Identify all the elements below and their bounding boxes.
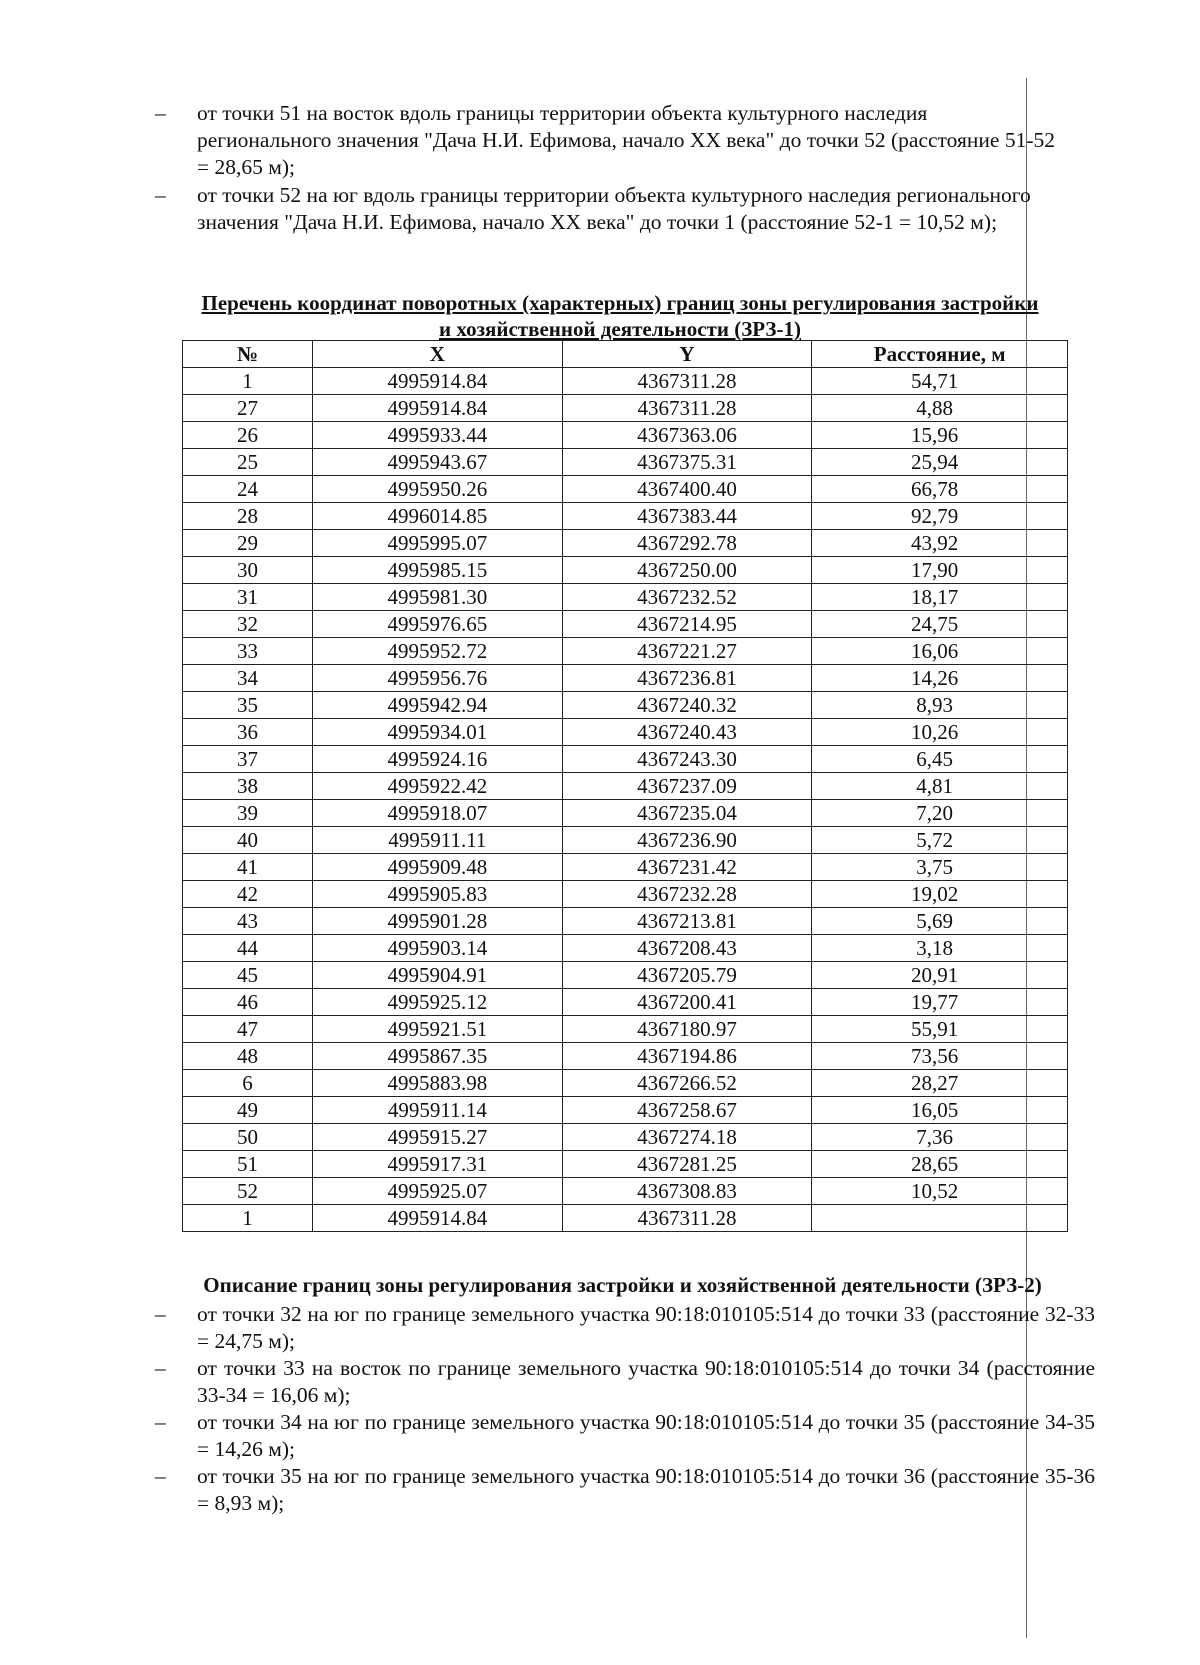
cell-x: 4995976.65 bbox=[313, 611, 563, 638]
cell-number: 49 bbox=[183, 1097, 313, 1124]
cell-distance: 3,75 bbox=[812, 854, 1068, 881]
cell-distance: 55,91 bbox=[812, 1016, 1068, 1043]
cell-distance: 43,92 bbox=[812, 530, 1068, 557]
coordinates-table bbox=[182, 340, 1068, 1232]
table-body bbox=[183, 368, 1068, 1232]
cell-x: 4995934.01 bbox=[313, 719, 563, 746]
header-y: Y bbox=[562, 341, 812, 368]
cell-x: 4995924.16 bbox=[313, 746, 563, 773]
cell-distance: 19,77 bbox=[812, 989, 1068, 1016]
header-distance: Расстояние, м bbox=[812, 341, 1068, 368]
cell-y: 4367363.06 bbox=[562, 422, 812, 449]
list-item: – от точки 32 на юг по границе земельного участка 90:18:010105:514 до точки 33 (расстояние 32-33 = 24,75 м); bbox=[155, 1301, 1095, 1355]
cell-y: 4367258.67 bbox=[562, 1097, 812, 1124]
table-row bbox=[183, 449, 1068, 476]
cell-y: 4367236.90 bbox=[562, 827, 812, 854]
cell-distance: 16,05 bbox=[812, 1097, 1068, 1124]
table-row bbox=[183, 854, 1068, 881]
cell-y: 4367232.28 bbox=[562, 881, 812, 908]
cell-x: 4995925.12 bbox=[313, 989, 563, 1016]
cell-x: 4995914.84 bbox=[313, 368, 563, 395]
cell-number: 47 bbox=[183, 1016, 313, 1043]
cell-x: 4995911.11 bbox=[313, 827, 563, 854]
cell-x: 4995867.35 bbox=[313, 1043, 563, 1070]
cell-x: 4995995.07 bbox=[313, 530, 563, 557]
table-row bbox=[183, 1097, 1068, 1124]
cell-y: 4367232.52 bbox=[562, 584, 812, 611]
cell-number: 31 bbox=[183, 584, 313, 611]
cell-x: 4995901.28 bbox=[313, 908, 563, 935]
cell-x: 4995922.42 bbox=[313, 773, 563, 800]
cell-number: 45 bbox=[183, 962, 313, 989]
list-item: – от точки 33 на восток по границе земельного участка 90:18:010105:514 до точки 34 (расстояние 33-34 = 16,06 м); bbox=[155, 1355, 1095, 1409]
cell-number: 44 bbox=[183, 935, 313, 962]
cell-y: 4367240.32 bbox=[562, 692, 812, 719]
cell-y: 4367250.00 bbox=[562, 557, 812, 584]
cell-y: 4367237.09 bbox=[562, 773, 812, 800]
intro-list bbox=[155, 100, 1065, 237]
list-item: – от точки 35 на юг по границе земельного участка 90:18:010105:514 до точки 36 (расстояние 35-36 = 8,93 м); bbox=[155, 1463, 1095, 1517]
cell-distance: 5,72 bbox=[812, 827, 1068, 854]
table-row bbox=[183, 827, 1068, 854]
cell-y: 4367221.27 bbox=[562, 638, 812, 665]
list-item: – от точки 51 на восток вдоль границы территории объекта культурного наследия регионального значения "Дача Н.И. Ефимова, начало XX века" до точки 52 (расстояние 51-52 = 28,65 м); bbox=[155, 100, 1065, 181]
table-row bbox=[183, 1016, 1068, 1043]
cell-distance: 7,36 bbox=[812, 1124, 1068, 1151]
table-row bbox=[183, 746, 1068, 773]
table-row bbox=[183, 611, 1068, 638]
cell-number: 26 bbox=[183, 422, 313, 449]
cell-number: 36 bbox=[183, 719, 313, 746]
description-list bbox=[155, 1301, 1095, 1517]
cell-x: 4995952.72 bbox=[313, 638, 563, 665]
cell-y: 4367236.81 bbox=[562, 665, 812, 692]
cell-number: 40 bbox=[183, 827, 313, 854]
cell-number: 51 bbox=[183, 1151, 313, 1178]
cell-y: 4367266.52 bbox=[562, 1070, 812, 1097]
description-title: Описание границ зоны регулирования застройки и хозяйственной деятельности (ЗРЗ-2) bbox=[203, 1273, 1042, 1297]
cell-number: 42 bbox=[183, 881, 313, 908]
cell-distance: 14,26 bbox=[812, 665, 1068, 692]
table-row bbox=[183, 1205, 1068, 1232]
table-title-line-2: и хозяйственной деятельности (ЗРЗ-1) bbox=[439, 317, 801, 341]
cell-y: 4367240.43 bbox=[562, 719, 812, 746]
table-row bbox=[183, 1043, 1068, 1070]
cell-distance: 6,45 bbox=[812, 746, 1068, 773]
cell-distance: 7,20 bbox=[812, 800, 1068, 827]
table-row bbox=[183, 692, 1068, 719]
table-row bbox=[183, 908, 1068, 935]
cell-number: 34 bbox=[183, 665, 313, 692]
table-row bbox=[183, 935, 1068, 962]
cell-y: 4367200.41 bbox=[562, 989, 812, 1016]
cell-x: 4995942.94 bbox=[313, 692, 563, 719]
cell-y: 4367292.78 bbox=[562, 530, 812, 557]
table-title bbox=[150, 290, 1090, 342]
cell-distance: 15,96 bbox=[812, 422, 1068, 449]
cell-distance: 3,18 bbox=[812, 935, 1068, 962]
table-row bbox=[183, 962, 1068, 989]
cell-y: 4367180.97 bbox=[562, 1016, 812, 1043]
header-number: № bbox=[183, 341, 313, 368]
cell-x: 4995943.67 bbox=[313, 449, 563, 476]
cell-y: 4367308.83 bbox=[562, 1178, 812, 1205]
cell-y: 4367231.42 bbox=[562, 854, 812, 881]
table-row bbox=[183, 719, 1068, 746]
cell-distance: 25,94 bbox=[812, 449, 1068, 476]
cell-number: 43 bbox=[183, 908, 313, 935]
cell-number: 28 bbox=[183, 503, 313, 530]
cell-x: 4995925.07 bbox=[313, 1178, 563, 1205]
table-row bbox=[183, 1124, 1068, 1151]
cell-distance: 16,06 bbox=[812, 638, 1068, 665]
table-row bbox=[183, 1178, 1068, 1205]
cell-x: 4995950.26 bbox=[313, 476, 563, 503]
cell-x: 4995883.98 bbox=[313, 1070, 563, 1097]
cell-distance: 4,81 bbox=[812, 773, 1068, 800]
table-row bbox=[183, 476, 1068, 503]
cell-distance: 10,26 bbox=[812, 719, 1068, 746]
cell-distance: 17,90 bbox=[812, 557, 1068, 584]
header-x: X bbox=[313, 341, 563, 368]
cell-y: 4367281.25 bbox=[562, 1151, 812, 1178]
cell-number: 1 bbox=[183, 1205, 313, 1232]
cell-y: 4367383.44 bbox=[562, 503, 812, 530]
cell-x: 4995921.51 bbox=[313, 1016, 563, 1043]
cell-x: 4995933.44 bbox=[313, 422, 563, 449]
cell-distance: 5,69 bbox=[812, 908, 1068, 935]
cell-distance: 10,52 bbox=[812, 1178, 1068, 1205]
cell-number: 6 bbox=[183, 1070, 313, 1097]
cell-y: 4367208.43 bbox=[562, 935, 812, 962]
table-row bbox=[183, 800, 1068, 827]
cell-y: 4367214.95 bbox=[562, 611, 812, 638]
cell-x: 4996014.85 bbox=[313, 503, 563, 530]
cell-y: 4367311.28 bbox=[562, 395, 812, 422]
cell-y: 4367235.04 bbox=[562, 800, 812, 827]
cell-distance: 4,88 bbox=[812, 395, 1068, 422]
table-row bbox=[183, 395, 1068, 422]
table-row bbox=[183, 584, 1068, 611]
cell-number: 24 bbox=[183, 476, 313, 503]
cell-y: 4367311.28 bbox=[562, 1205, 812, 1232]
cell-distance: 20,91 bbox=[812, 962, 1068, 989]
table-header-row bbox=[183, 341, 1068, 368]
table-row bbox=[183, 638, 1068, 665]
cell-distance: 73,56 bbox=[812, 1043, 1068, 1070]
cell-number: 32 bbox=[183, 611, 313, 638]
table-title-line-1: Перечень координат поворотных (характерных) границ зоны регулирования застройки bbox=[201, 291, 1039, 315]
cell-y: 4367213.81 bbox=[562, 908, 812, 935]
table-row bbox=[183, 557, 1068, 584]
table-row bbox=[183, 422, 1068, 449]
cell-number: 27 bbox=[183, 395, 313, 422]
cell-y: 4367274.18 bbox=[562, 1124, 812, 1151]
cell-x: 4995918.07 bbox=[313, 800, 563, 827]
cell-number: 33 bbox=[183, 638, 313, 665]
cell-number: 29 bbox=[183, 530, 313, 557]
cell-x: 4995981.30 bbox=[313, 584, 563, 611]
cell-y: 4367375.31 bbox=[562, 449, 812, 476]
table-row bbox=[183, 773, 1068, 800]
cell-distance: 66,78 bbox=[812, 476, 1068, 503]
cell-y: 4367311.28 bbox=[562, 368, 812, 395]
cell-number: 38 bbox=[183, 773, 313, 800]
cell-number: 1 bbox=[183, 368, 313, 395]
cell-x: 4995905.83 bbox=[313, 881, 563, 908]
list-item: – от точки 52 на юг вдоль границы территории объекта культурного наследия регионального значения "Дача Н.И. Ефимова, начало XX века" до точки 1 (расстояние 52-1 = 10,52 м); bbox=[155, 182, 1065, 236]
cell-x: 4995904.91 bbox=[313, 962, 563, 989]
table-row bbox=[183, 368, 1068, 395]
cell-x: 4995914.84 bbox=[313, 1205, 563, 1232]
cell-distance: 19,02 bbox=[812, 881, 1068, 908]
list-item: – от точки 34 на юг по границе земельного участка 90:18:010105:514 до точки 35 (расстояние 34-35 = 14,26 м); bbox=[155, 1409, 1095, 1463]
table-row bbox=[183, 530, 1068, 557]
table-row bbox=[183, 1151, 1068, 1178]
cell-distance bbox=[812, 1205, 1068, 1232]
cell-x: 4995909.48 bbox=[313, 854, 563, 881]
table-row bbox=[183, 1070, 1068, 1097]
cell-distance: 28,65 bbox=[812, 1151, 1068, 1178]
cell-x: 4995915.27 bbox=[313, 1124, 563, 1151]
table-row bbox=[183, 881, 1068, 908]
cell-number: 25 bbox=[183, 449, 313, 476]
cell-number: 46 bbox=[183, 989, 313, 1016]
cell-x: 4995911.14 bbox=[313, 1097, 563, 1124]
cell-number: 37 bbox=[183, 746, 313, 773]
cell-number: 52 bbox=[183, 1178, 313, 1205]
cell-x: 4995914.84 bbox=[313, 395, 563, 422]
cell-y: 4367243.30 bbox=[562, 746, 812, 773]
cell-y: 4367205.79 bbox=[562, 962, 812, 989]
cell-number: 35 bbox=[183, 692, 313, 719]
cell-x: 4995903.14 bbox=[313, 935, 563, 962]
cell-number: 50 bbox=[183, 1124, 313, 1151]
cell-distance: 24,75 bbox=[812, 611, 1068, 638]
table-row bbox=[183, 665, 1068, 692]
table-row bbox=[183, 989, 1068, 1016]
cell-number: 30 bbox=[183, 557, 313, 584]
table-row bbox=[183, 503, 1068, 530]
cell-distance: 92,79 bbox=[812, 503, 1068, 530]
cell-distance: 54,71 bbox=[812, 368, 1068, 395]
cell-number: 41 bbox=[183, 854, 313, 881]
cell-x: 4995985.15 bbox=[313, 557, 563, 584]
cell-number: 48 bbox=[183, 1043, 313, 1070]
cell-distance: 18,17 bbox=[812, 584, 1068, 611]
cell-y: 4367194.86 bbox=[562, 1043, 812, 1070]
cell-distance: 28,27 bbox=[812, 1070, 1068, 1097]
cell-distance: 8,93 bbox=[812, 692, 1068, 719]
cell-number: 39 bbox=[183, 800, 313, 827]
cell-x: 4995917.31 bbox=[313, 1151, 563, 1178]
cell-x: 4995956.76 bbox=[313, 665, 563, 692]
cell-y: 4367400.40 bbox=[562, 476, 812, 503]
